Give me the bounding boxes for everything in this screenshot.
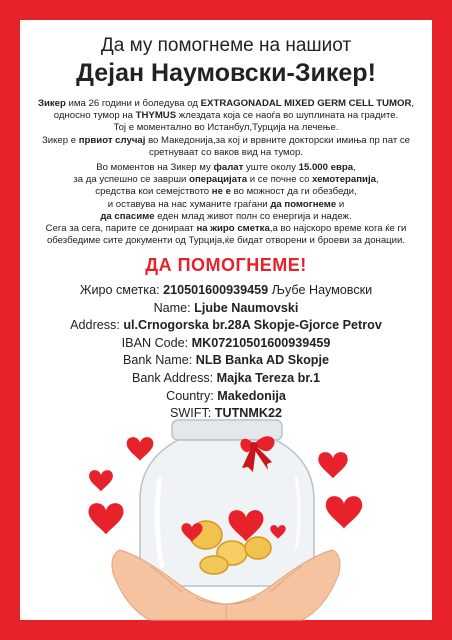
story-text-span: односно тумор на xyxy=(53,110,136,122)
bank-value: TUTNMK22 xyxy=(214,406,282,421)
story-text-bold: првиот случај xyxy=(78,134,146,146)
story-text-span: Во моментов на Зикер му xyxy=(96,162,214,174)
bank-label: Жиро сметка: xyxy=(79,283,164,297)
story-text-span: Сега за сега, парите се донираат xyxy=(45,223,197,235)
bank-label: IBAN Code: xyxy=(121,335,192,350)
story-text-span: има 26 години и боледува од xyxy=(65,98,201,109)
bank-value: MK07210501600939459 xyxy=(191,335,331,350)
story-text-bold: 15.000 евра xyxy=(298,162,354,174)
story-text-span: , xyxy=(353,162,356,174)
story-line: обезбедиме сите документи од Турција,ќе бидат отворени и броеви за донации. xyxy=(46,235,406,247)
coin-icon xyxy=(245,537,271,559)
heart-icon xyxy=(89,503,124,534)
bank-label: Bank Address: xyxy=(131,370,217,385)
story-text-span: за да успешно се заврши xyxy=(73,174,190,186)
story-text-bold: операцијата xyxy=(189,174,248,186)
story-text-span: еден млад живот полн со енергија и надеж. xyxy=(154,210,352,222)
story-text-bold: EXTRAGONADAL MIXED GERM CELL TUMOR xyxy=(200,98,412,109)
heart-icon xyxy=(127,437,154,461)
bank-value: Makedonija xyxy=(217,388,286,403)
bank-label: Name: xyxy=(153,300,195,315)
coin-icon xyxy=(200,556,228,574)
story-text-span: , xyxy=(411,98,415,109)
heart-icon xyxy=(89,470,113,491)
story-text-bold: да помогнеме xyxy=(270,198,337,210)
bank-value: ul.Crnogorska br.28A Skopje-Gjorce Petrov xyxy=(123,318,382,333)
story-text-span: ,а во најскоро време кога ќе ги xyxy=(269,223,407,235)
story-text-span: во можност да ги обезбеди, xyxy=(230,186,357,198)
story-text-span: средства кои семејството xyxy=(95,186,212,198)
story-text-bold: Зикер xyxy=(37,98,66,109)
heart-icon xyxy=(326,496,362,528)
heart-icon xyxy=(318,452,347,478)
bank-label: SWIFT: xyxy=(170,406,215,421)
story-text-span: жлездата која се наоѓа во шуплината на градите. xyxy=(176,110,399,122)
story-text-span: уште околу xyxy=(243,162,299,174)
story-text-span: во Македонија,за кој и врвните докторски имиња пр пат се xyxy=(145,134,411,146)
story-text-bold: да спасиме xyxy=(100,210,155,222)
story-text-span: и оставува на нас хуманите граѓани xyxy=(107,198,271,210)
story-text-bold: хемотерапија xyxy=(312,174,376,186)
bank-value: NLB Banka AD Skopje xyxy=(195,353,329,368)
story-text-span: Зикер е xyxy=(41,134,79,146)
title-name: Дејан Наумовски-Зикер! xyxy=(76,59,376,87)
story-text-bold: фалат xyxy=(213,162,244,174)
story-line: сретнуваат со ваков вид на тумор. xyxy=(149,146,303,158)
story-text-bold: не е xyxy=(211,186,231,198)
bank-label: Country: xyxy=(166,388,218,403)
bank-label: Bank Name: xyxy=(123,353,196,368)
bank-value: Ljube Naumovski xyxy=(194,300,299,315)
title-line-1: Да му помогнеме на нашиот xyxy=(100,35,352,56)
help-heading: ДА ПОМОГНЕМЕ! xyxy=(145,255,307,275)
story-text-bold: на жиро сметка xyxy=(196,223,270,235)
story-text-span: и xyxy=(336,198,345,210)
story-text-bold: THYMUS xyxy=(135,110,177,122)
story-line: Тој е моментално во Истанбул,Турција на лечење. xyxy=(113,122,339,134)
story-text-span: , xyxy=(375,174,379,186)
bank-value: Majka Tereza br.1 xyxy=(216,370,321,385)
story-text-span: и се почне со xyxy=(247,174,313,186)
bank-value: 210501600939459 xyxy=(163,283,269,297)
bank-label: Љубе Наумовски xyxy=(268,283,373,297)
bank-label: Address: xyxy=(70,318,124,333)
